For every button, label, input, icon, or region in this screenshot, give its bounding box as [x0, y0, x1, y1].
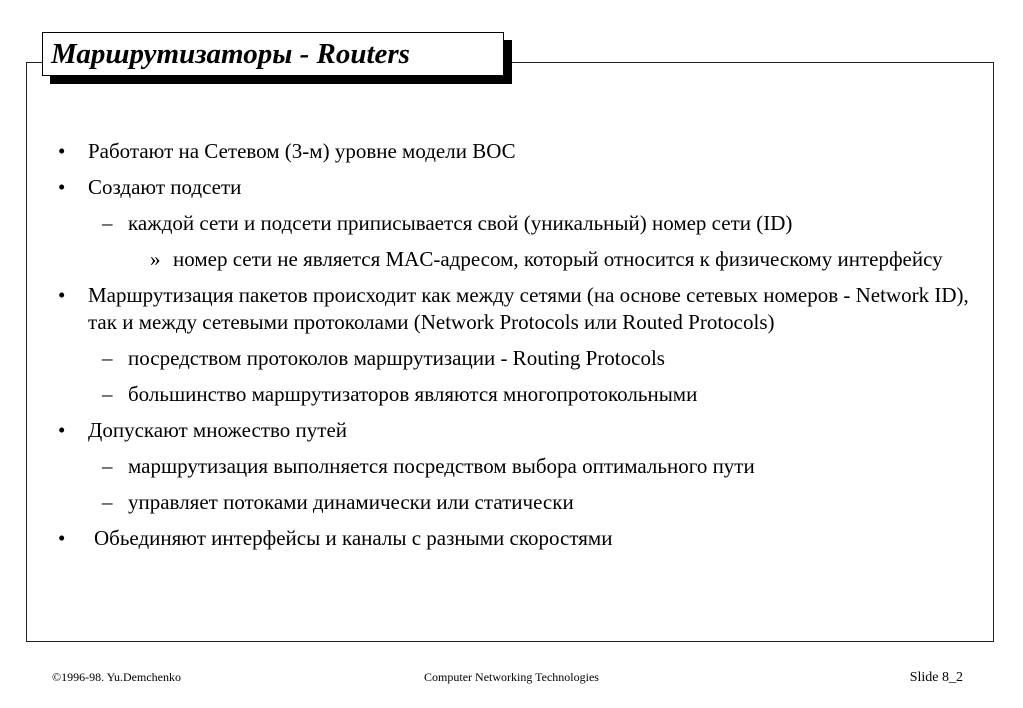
footer-slide-number: Slide 8_2	[909, 670, 963, 685]
dash-marker: –	[102, 382, 113, 406]
list-item	[58, 246, 978, 273]
list-item-text: большинство маршрутизаторов являются многопротокольными	[128, 382, 698, 406]
list-item-text: маршрутизация выполняется посредством выбора оптимального пути	[128, 454, 755, 478]
chevron-marker: »	[150, 247, 161, 271]
list-item-text: Создают подсети	[88, 175, 242, 199]
list-item	[58, 417, 978, 444]
bullet-marker: •	[58, 526, 66, 550]
dash-marker: –	[102, 346, 113, 370]
bullet-marker: •	[58, 283, 66, 307]
list-item	[58, 174, 978, 201]
bullet-marker: •	[58, 418, 66, 442]
list-item	[58, 282, 978, 336]
slide-title: Маршрутизаторы - Routers	[42, 32, 504, 76]
list-item-text: посредством протоколов маршрутизации - Routing Protocols	[128, 346, 665, 370]
list-item-text: номер сети не является MAC-адресом, который относится к физическому интерфейсу	[173, 247, 943, 271]
list-item	[58, 345, 978, 372]
dash-marker: –	[102, 490, 113, 514]
bullet-marker: •	[58, 139, 66, 163]
list-item	[58, 453, 978, 480]
dash-marker: –	[102, 211, 113, 235]
dash-marker: –	[102, 454, 113, 478]
list-item	[58, 525, 978, 552]
list-item-text: каждой сети и подсети приписывается свой (уникальный) номер сети (ID)	[128, 211, 793, 235]
list-item	[58, 489, 978, 516]
list-item	[58, 138, 978, 165]
list-item-text: Обьединяют интерфейсы и каналы с разными скоростями	[94, 526, 613, 550]
list-item-text: Допускают множество путей	[88, 418, 348, 442]
bullet-marker: •	[58, 175, 66, 199]
slide-content	[58, 138, 978, 561]
list-item-text: Работают на Сетевом (3-м) уровне модели ВОС	[88, 139, 516, 163]
list-item	[58, 381, 978, 408]
footer-course: Computer Networking Technologies	[424, 670, 599, 684]
list-item-text: управляет потоками динамически или статически	[128, 490, 574, 514]
footer-copyright: ©1996-98. Yu.Demchenko	[52, 670, 181, 684]
list-item	[58, 210, 978, 237]
list-item-text: Маршрутизация пакетов происходит как между сетями (на основе сетевых номеров - Network ID), так и между сетевыми протоколами (Network Protocols или Routed Protocols)	[88, 283, 969, 334]
